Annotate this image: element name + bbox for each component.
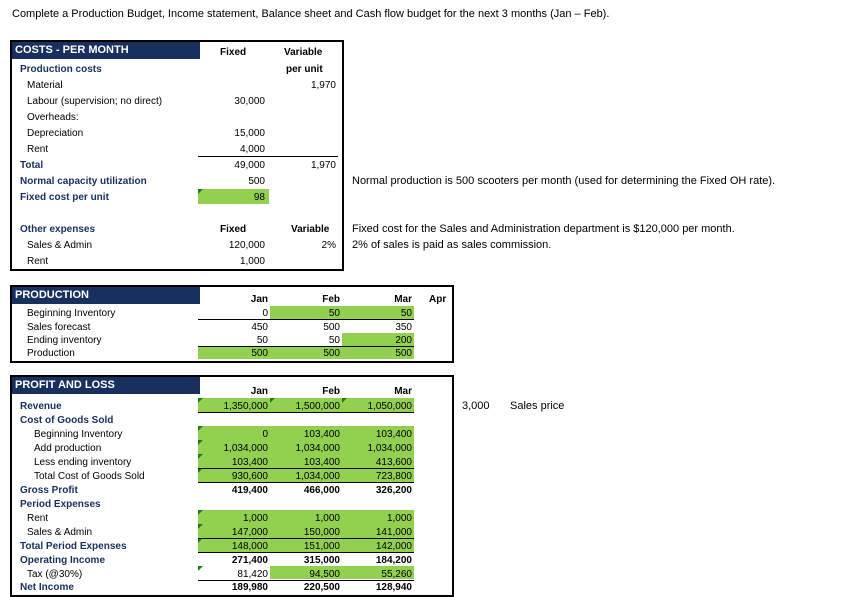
prod-month-feb: Feb — [322, 294, 340, 305]
costs-total-line — [198, 156, 338, 157]
costs-header: COSTS - PER MONTH — [12, 42, 200, 59]
pl-cell: 103,400 — [375, 429, 412, 440]
intro-text: Complete a Production Budget, Income statement, Balance sheet and Cash flow budget for the next 3 months (Jan – Feb). — [12, 8, 610, 20]
other-fixed-label: Fixed — [220, 224, 247, 235]
sales-price-label: Sales price — [510, 400, 565, 412]
pl-beg-inv-label: Beginning Inventory — [34, 429, 123, 440]
pl-cell: 466,000 — [303, 485, 340, 496]
fixed-cost-unit-label: Fixed cost per unit — [20, 192, 109, 203]
depreciation-fixed: 15,000 — [234, 128, 265, 139]
pl-cell: 151,000 — [303, 541, 340, 552]
pl-cell: 271,400 — [231, 555, 268, 566]
pl-cell: 1,000 — [314, 513, 340, 524]
pl-gross-label: Gross Profit — [20, 485, 78, 496]
pl-month-feb: Feb — [322, 386, 340, 397]
pl-cell: 1,034,000 — [223, 443, 268, 454]
total-var: 1,970 — [310, 160, 336, 171]
pl-sa-label: Sales & Admin — [27, 527, 93, 538]
other-expenses-label: Other expenses — [20, 224, 96, 235]
prod-cell: 350 — [395, 322, 412, 333]
pl-cell: 1,000 — [386, 513, 412, 524]
labour-fixed: 30,000 — [234, 96, 265, 107]
pl-marker — [270, 398, 275, 403]
production-costs-label: Production costs — [20, 64, 102, 75]
pl-month-jan: Jan — [250, 386, 268, 397]
pl-marker — [342, 398, 347, 403]
prod-row-label: Sales forecast — [27, 322, 91, 333]
pl-total-period-label: Total Period Expenses — [20, 541, 127, 552]
pl-revenue-label: Revenue — [20, 401, 62, 412]
prod-cell: 50 — [400, 308, 412, 319]
note-fixed-cost-sales: Fixed cost for the Sales and Administration department is $120,000 per month. — [352, 223, 735, 235]
sales-price-value: 3,000 — [462, 400, 490, 412]
pl-marker — [198, 440, 203, 445]
pl-cell: 147,000 — [231, 527, 268, 538]
labour-label: Labour (supervision; no direct) — [27, 96, 163, 107]
rent-label: Rent — [27, 144, 49, 155]
overheads-label: Overheads: — [27, 112, 79, 123]
pl-marker — [198, 454, 203, 459]
pl-cell: 220,500 — [303, 582, 340, 593]
prod-cell: 200 — [395, 335, 412, 346]
prod-cell: 50 — [256, 335, 268, 346]
pl-cell: 55,260 — [381, 569, 412, 580]
sales-admin-fixed: 120,000 — [228, 240, 265, 251]
pl-marker — [198, 566, 203, 571]
pl-marker — [198, 524, 203, 529]
pl-cell: 103,400 — [231, 457, 268, 468]
pl-cell: 150,000 — [303, 527, 340, 538]
prod-row-label: Beginning Inventory — [27, 308, 116, 319]
pl-cell: 1,034,000 — [295, 443, 340, 454]
production-header: PRODUCTION — [12, 287, 200, 304]
pl-cell: 1,350,000 — [223, 401, 268, 412]
pl-period-label: Period Expenses — [20, 499, 101, 510]
pl-cell: 723,800 — [375, 471, 412, 482]
pl-month-mar: Mar — [394, 386, 412, 397]
material-var: 1,970 — [310, 80, 336, 91]
pl-cell: 184,200 — [375, 555, 412, 566]
total-fixed: 49,000 — [234, 160, 265, 171]
pl-cell: 189,980 — [231, 582, 268, 593]
pl-cell: 1,050,000 — [367, 401, 412, 412]
pl-cell: 103,400 — [303, 457, 340, 468]
normal-cap-label: Normal capacity utilization — [20, 176, 147, 187]
pl-rent-label: Rent — [27, 513, 49, 524]
prod-month-mar: Mar — [394, 294, 412, 305]
pl-cell: 81,420 — [237, 569, 268, 580]
prod-cell: 500 — [395, 348, 412, 359]
pl-cell: 148,000 — [231, 541, 268, 552]
pl-cell: 1,034,000 — [367, 443, 412, 454]
pl-cell: 0 — [262, 429, 268, 440]
pl-cell: 128,940 — [375, 582, 412, 593]
pl-marker — [198, 398, 203, 403]
rent-fixed: 4,000 — [239, 144, 265, 155]
sales-admin-var: 2% — [321, 240, 336, 251]
pl-cell: 930,600 — [231, 471, 268, 482]
pl-cell: 1,500,000 — [295, 401, 340, 412]
pl-cell: 413,600 — [375, 457, 412, 468]
costs-col-per-unit: per unit — [286, 64, 323, 75]
pl-cell: 94,500 — [309, 569, 340, 580]
prod-cell: 50 — [328, 308, 340, 319]
pl-cell: 1,034,000 — [295, 471, 340, 482]
pl-cell: 419,400 — [231, 485, 268, 496]
material-label: Material — [27, 80, 63, 91]
pl-net-label: Net Income — [20, 582, 74, 593]
pl-marker — [198, 510, 203, 515]
prod-row-label: Ending inventory — [27, 335, 102, 346]
prod-row-label: Production — [27, 348, 75, 359]
pl-total-cogs-label: Total Cost of Goods Sold — [34, 471, 145, 482]
costs-col-variable: Variable — [284, 47, 323, 58]
fixed-cost-unit-marker — [198, 189, 203, 194]
prod-cell: 500 — [323, 322, 340, 333]
pl-less-end-label: Less ending inventory — [34, 457, 132, 468]
pl-op-income-label: Operating Income — [20, 555, 106, 566]
pl-cell: 141,000 — [375, 527, 412, 538]
sales-admin-label: Sales & Admin — [27, 240, 93, 251]
other-variable-label: Variable — [291, 224, 330, 235]
pl-tax-label: Tax (@30%) — [27, 569, 83, 580]
prod-cell: 0 — [262, 308, 268, 319]
pl-header: PROFIT AND LOSS — [12, 377, 200, 394]
pl-cell: 103,400 — [303, 429, 340, 440]
pl-marker — [198, 426, 203, 431]
note-normal-production: Normal production is 500 scooters per month (used for determining the Fixed OH rate). — [352, 175, 776, 187]
pl-cell: 1,000 — [242, 513, 268, 524]
other-rent-fixed: 1,000 — [239, 256, 265, 267]
other-rent-label: Rent — [27, 256, 49, 267]
prod-month-apr: Apr — [429, 294, 447, 305]
note-commission: 2% of sales is paid as sales commission. — [352, 239, 552, 251]
costs-col-fixed: Fixed — [220, 47, 247, 58]
pl-cogs-label: Cost of Goods Sold — [20, 415, 114, 426]
total-label: Total — [20, 160, 44, 171]
fixed-cost-unit-val: 98 — [253, 192, 265, 203]
prod-month-jan: Jan — [250, 294, 268, 305]
pl-cell: 142,000 — [375, 541, 412, 552]
pl-cell: 326,200 — [375, 485, 412, 496]
prod-cell: 500 — [323, 348, 340, 359]
pl-cell: 315,000 — [303, 555, 340, 566]
prod-cell: 50 — [328, 335, 340, 346]
depreciation-label: Depreciation — [27, 128, 84, 139]
pl-add-prod-label: Add production — [34, 443, 102, 454]
prod-cell: 500 — [251, 348, 268, 359]
normal-cap-val: 500 — [248, 176, 265, 187]
prod-cell: 450 — [251, 322, 268, 333]
